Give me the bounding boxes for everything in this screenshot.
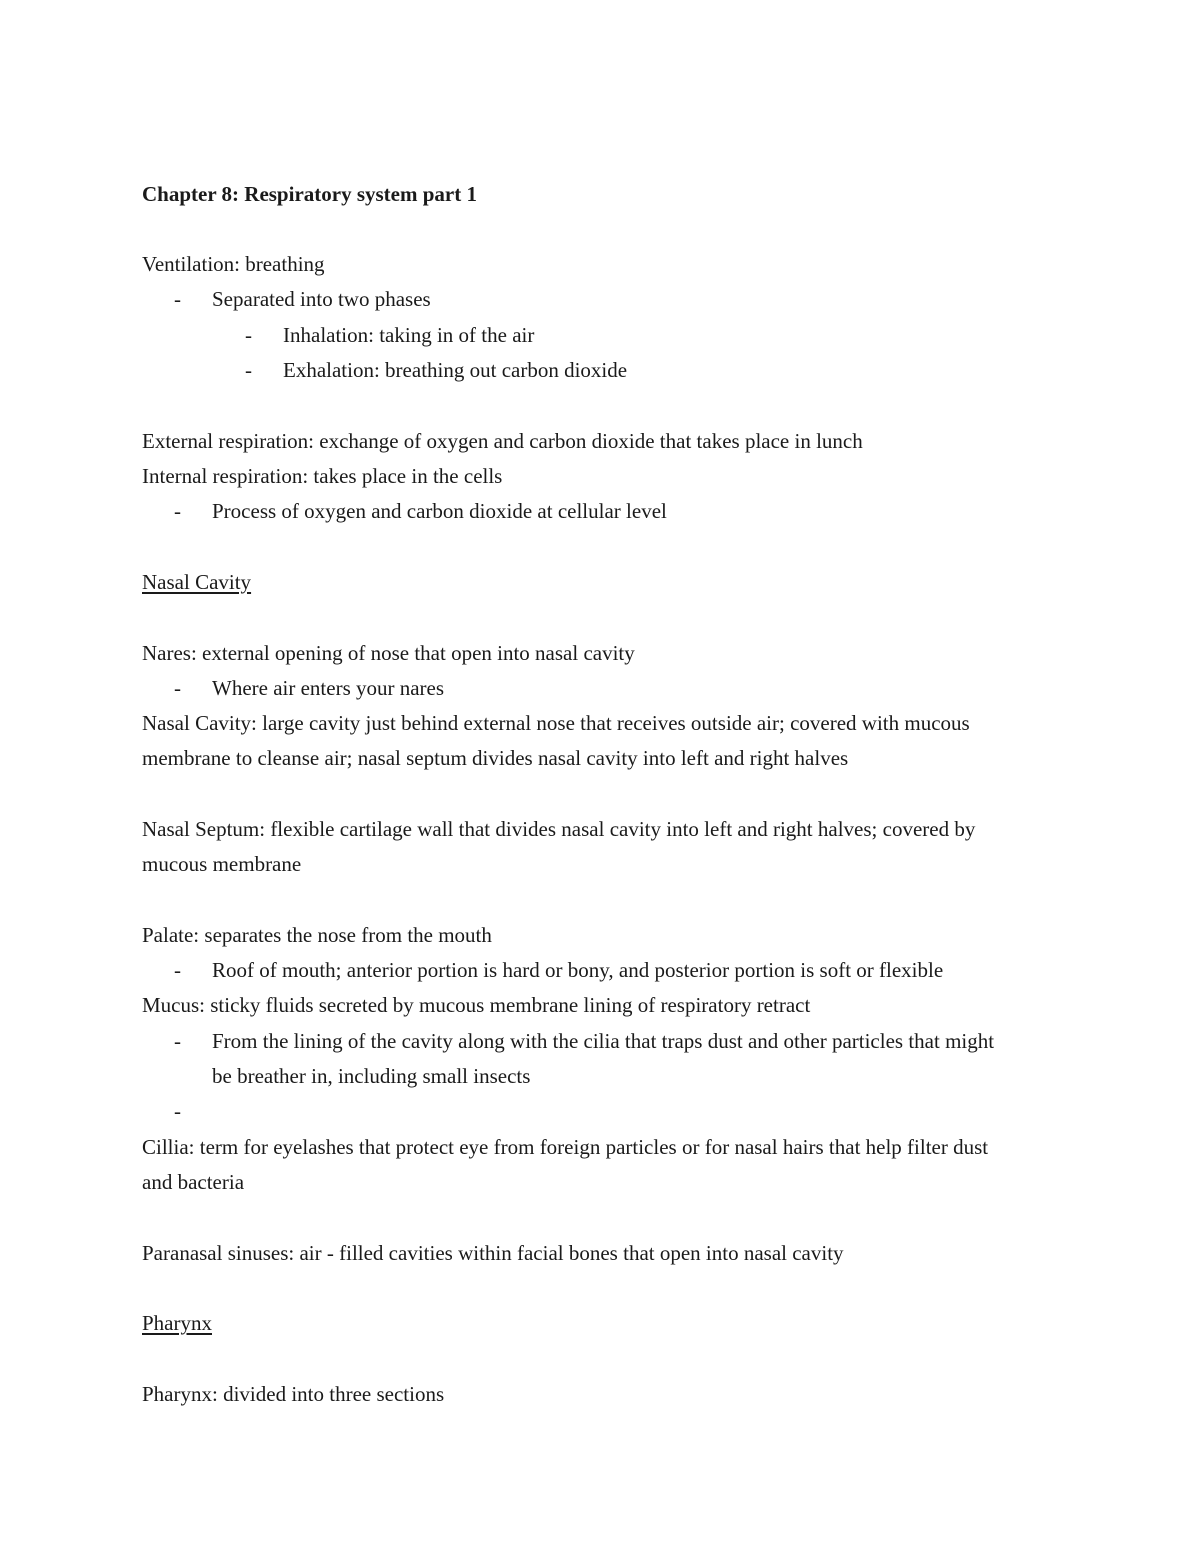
- internal-respiration-line: Internal respiration: takes place in the cells: [142, 464, 503, 488]
- paranasal-line: Paranasal sinuses: air - filled cavities within facial bones that open into nasal cavity: [142, 1241, 844, 1265]
- dash-marker: -: [174, 958, 181, 982]
- pharynx-heading: Pharynx: [142, 1311, 212, 1335]
- dash-marker: -: [174, 287, 181, 311]
- palate-line: Palate: separates the nose from the mouth: [142, 923, 492, 947]
- bullet-text: Separated into two phases: [212, 287, 431, 311]
- external-respiration-line: External respiration: exchange of oxygen and carbon dioxide that takes place in lunch: [142, 429, 863, 453]
- dash-marker: -: [174, 499, 181, 523]
- nasal-cavity-line-2: membrane to cleanse air; nasal septum divides nasal cavity into left and right halves: [142, 746, 849, 770]
- dash-marker: -: [174, 676, 181, 700]
- dash-marker: -: [174, 1099, 181, 1123]
- bullet-text: Inhalation: taking in of the air: [283, 323, 535, 347]
- nasal-cavity-line-1: Nasal Cavity: large cavity just behind external nose that receives outside air; covered with mucous: [142, 711, 970, 735]
- ventilation-line: Ventilation: breathing: [142, 252, 325, 276]
- dash-marker: -: [245, 358, 252, 382]
- bullet-text: Roof of mouth; anterior portion is hard or bony, and posterior portion is soft or flexible: [212, 958, 944, 982]
- cilia-line-2: and bacteria: [142, 1170, 245, 1194]
- dash-marker: -: [245, 323, 252, 347]
- pharynx-line: Pharynx: divided into three sections: [142, 1382, 445, 1406]
- cilia-line-1: Cillia: term for eyelashes that protect eye from foreign particles or for nasal hairs that help filter dust: [142, 1135, 989, 1159]
- bullet-text: Where air enters your nares: [212, 676, 445, 700]
- bullet-text: Process of oxygen and carbon dioxide at cellular level: [212, 499, 667, 523]
- dash-marker: -: [174, 1029, 181, 1053]
- bullet-text-continued: be breather in, including small insects: [212, 1064, 531, 1088]
- bullet-text: Exhalation: breathing out carbon dioxide: [283, 358, 628, 382]
- nasal-septum-line-2: mucous membrane: [142, 852, 302, 876]
- nasal-septum-line-1: Nasal Septum: flexible cartilage wall that divides nasal cavity into left and right halves; covered by: [142, 817, 976, 841]
- nasal-cavity-heading: Nasal Cavity: [142, 570, 252, 594]
- chapter-title: Chapter 8: Respiratory system part 1: [142, 182, 477, 206]
- nares-line: Nares: external opening of nose that open into nasal cavity: [142, 641, 635, 665]
- mucus-line: Mucus: sticky fluids secreted by mucous membrane lining of respiratory retract: [142, 993, 811, 1017]
- bullet-text: From the lining of the cavity along with the cilia that traps dust and other particles that might: [212, 1029, 995, 1053]
